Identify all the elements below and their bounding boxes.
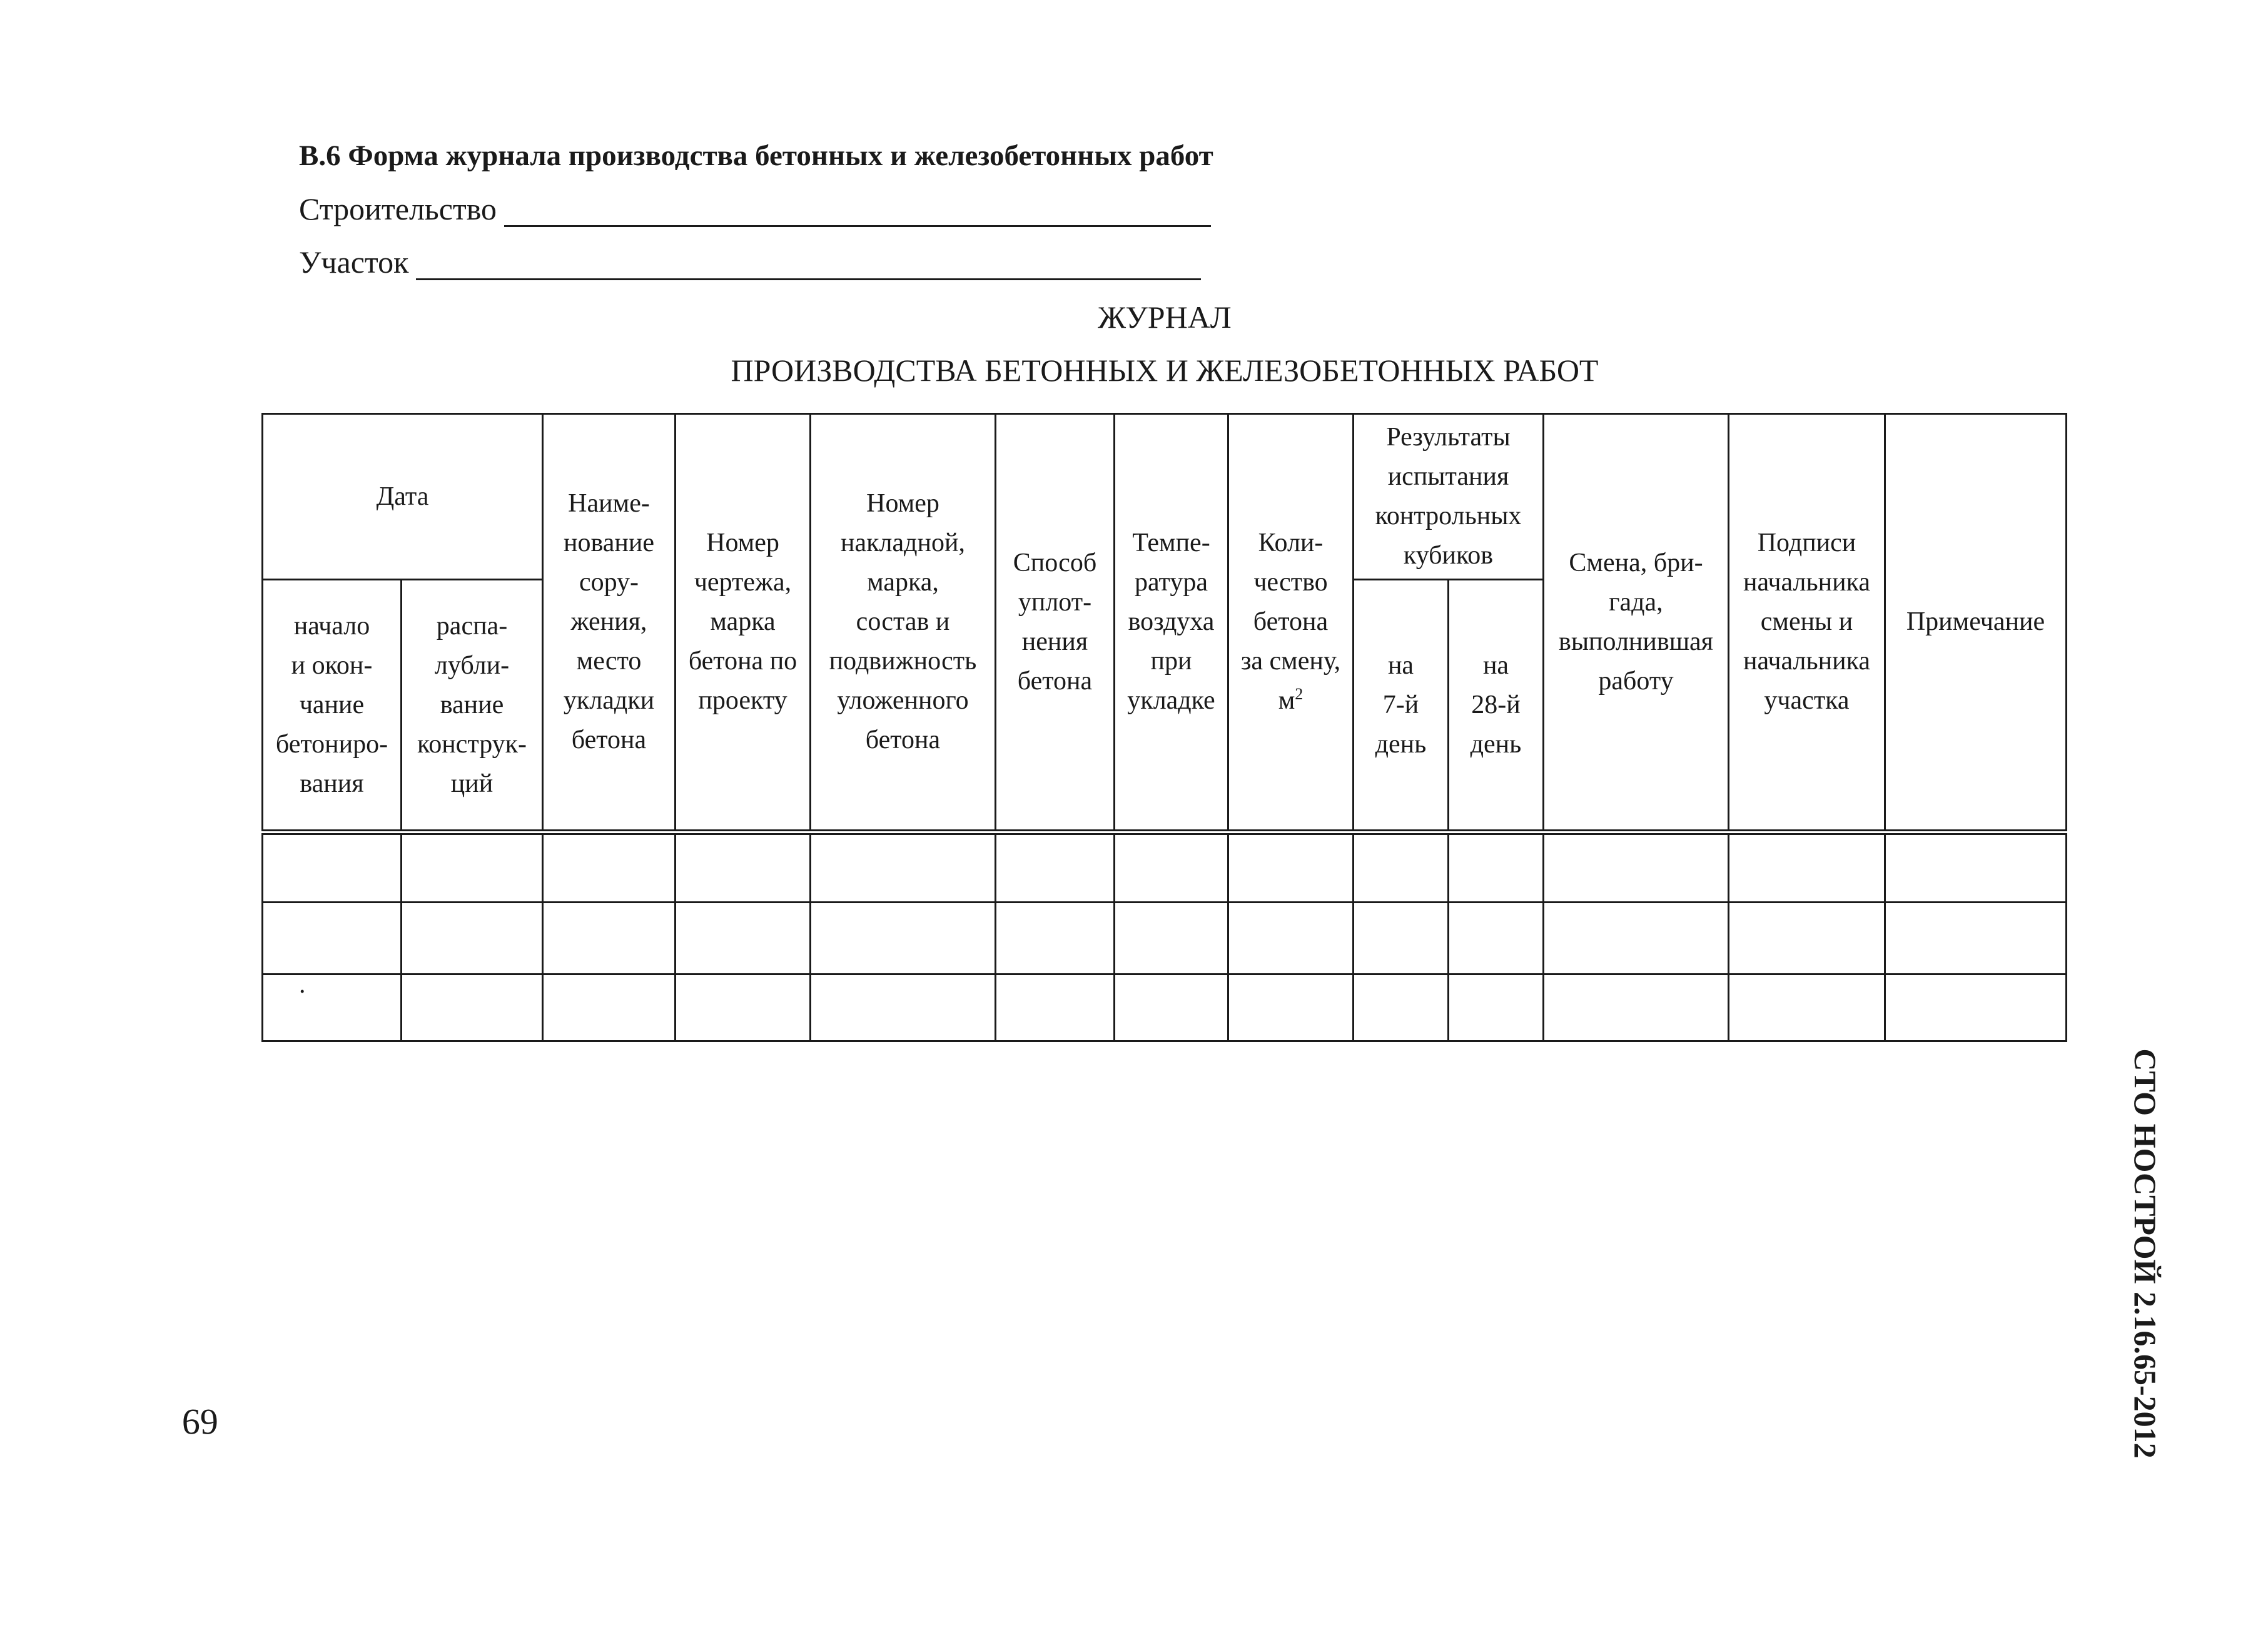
- table-cell[interactable]: [263, 974, 402, 1041]
- table-cell[interactable]: [1449, 903, 1544, 974]
- stray-dot: .: [299, 970, 306, 999]
- table-cell[interactable]: [1228, 974, 1354, 1041]
- table-cell[interactable]: [1115, 833, 1228, 903]
- header-air-temperature: Темпе- ратура воздуха при укладке: [1115, 414, 1228, 833]
- table-cell[interactable]: [1354, 974, 1449, 1041]
- header-concrete-quantity: [1228, 414, 1354, 833]
- construction-blank-line[interactable]: [504, 198, 1211, 227]
- table-cell[interactable]: [1544, 833, 1729, 903]
- table-cell[interactable]: [543, 833, 676, 903]
- table-cell[interactable]: [676, 903, 811, 974]
- form-heading: В.6 Форма журнала производства бетонных и железобетонных работ: [299, 139, 1213, 172]
- header-test-results-group: Результаты испытания контрольных кубиков: [1354, 414, 1544, 580]
- table-cell[interactable]: [676, 833, 811, 903]
- header-test-day-28: на 28-й день: [1449, 580, 1544, 833]
- table-cell[interactable]: [996, 833, 1115, 903]
- header-note: Примечание: [1885, 414, 2067, 833]
- header-waybill: Номер накладной, марка, состав и подвижность уложенного бетона: [811, 414, 996, 833]
- page-number: 69: [182, 1402, 218, 1442]
- header-shift-crew: Смена, бри- гада, выполнившая работу: [1544, 414, 1729, 833]
- table-cell[interactable]: [1729, 974, 1885, 1041]
- table-cell[interactable]: [1449, 974, 1544, 1041]
- table-cell[interactable]: [1354, 833, 1449, 903]
- table-cell[interactable]: [543, 903, 676, 974]
- construction-label: Строительство: [299, 191, 497, 226]
- journal-title: ЖУРНАЛ: [1098, 300, 1232, 335]
- table-cell[interactable]: [811, 833, 996, 903]
- table-cell[interactable]: [1544, 974, 1729, 1041]
- site-label: Участок: [299, 245, 409, 280]
- header-test-day-7: на 7-й день: [1354, 580, 1449, 833]
- header-compaction: Способ уплот- нения бетона: [996, 414, 1115, 833]
- header-date-start-end: начало и окон- чание бетониро- вания: [263, 580, 402, 833]
- document-code: СТО НОСТРОЙ 2.16.65-2012: [2128, 1048, 2163, 1459]
- header-drawing-number: Номер чертежа, марка бетона по проекту: [676, 414, 811, 833]
- header-signatures: Подписи начальника смены и начальника участка: [1729, 414, 1885, 833]
- table-row: [263, 833, 2067, 903]
- table-cell[interactable]: [1885, 903, 2067, 974]
- journal-body: [263, 833, 2067, 1041]
- table-cell[interactable]: [1885, 833, 2067, 903]
- table-cell[interactable]: [1228, 903, 1354, 974]
- header-concrete-quantity-text: Коли- чество бетона за смену, м: [1240, 529, 1341, 715]
- table-cell[interactable]: [1544, 903, 1729, 974]
- journal-table: [261, 413, 2067, 1042]
- table-cell[interactable]: [996, 974, 1115, 1041]
- header-date-stripping: распа- лубли- вание конструк- ций: [402, 580, 543, 833]
- header-quantity-unit-superscript: 2: [1295, 685, 1304, 703]
- table-row: [263, 903, 2067, 974]
- construction-field: [299, 191, 1211, 227]
- table-row: [263, 974, 2067, 1041]
- table-cell[interactable]: [402, 974, 543, 1041]
- table-cell[interactable]: [402, 833, 543, 903]
- table-cell[interactable]: [1115, 974, 1228, 1041]
- site-blank-line[interactable]: [416, 251, 1201, 280]
- table-cell[interactable]: [1885, 974, 2067, 1041]
- site-field: [299, 244, 1201, 280]
- table-cell[interactable]: [1115, 903, 1228, 974]
- header-structure-name: Наиме- нование сору- жения, место укладки бетона: [543, 414, 676, 833]
- table-cell[interactable]: [676, 974, 811, 1041]
- table-cell[interactable]: [543, 974, 676, 1041]
- table-cell[interactable]: [811, 974, 996, 1041]
- table-cell[interactable]: [1449, 833, 1544, 903]
- table-cell[interactable]: [402, 903, 543, 974]
- table-cell[interactable]: [263, 903, 402, 974]
- journal-subtitle: ПРОИЗВОДСТВА БЕТОННЫХ И ЖЕЛЕЗОБЕТОННЫХ РАБОТ: [731, 353, 1599, 388]
- table-cell[interactable]: [811, 903, 996, 974]
- table-cell[interactable]: [263, 833, 402, 903]
- table-cell[interactable]: [996, 903, 1115, 974]
- table-cell[interactable]: [1228, 833, 1354, 903]
- table-cell[interactable]: [1354, 903, 1449, 974]
- table-cell[interactable]: [1729, 903, 1885, 974]
- table-cell[interactable]: [1729, 833, 1885, 903]
- header-date-group: Дата: [263, 414, 543, 580]
